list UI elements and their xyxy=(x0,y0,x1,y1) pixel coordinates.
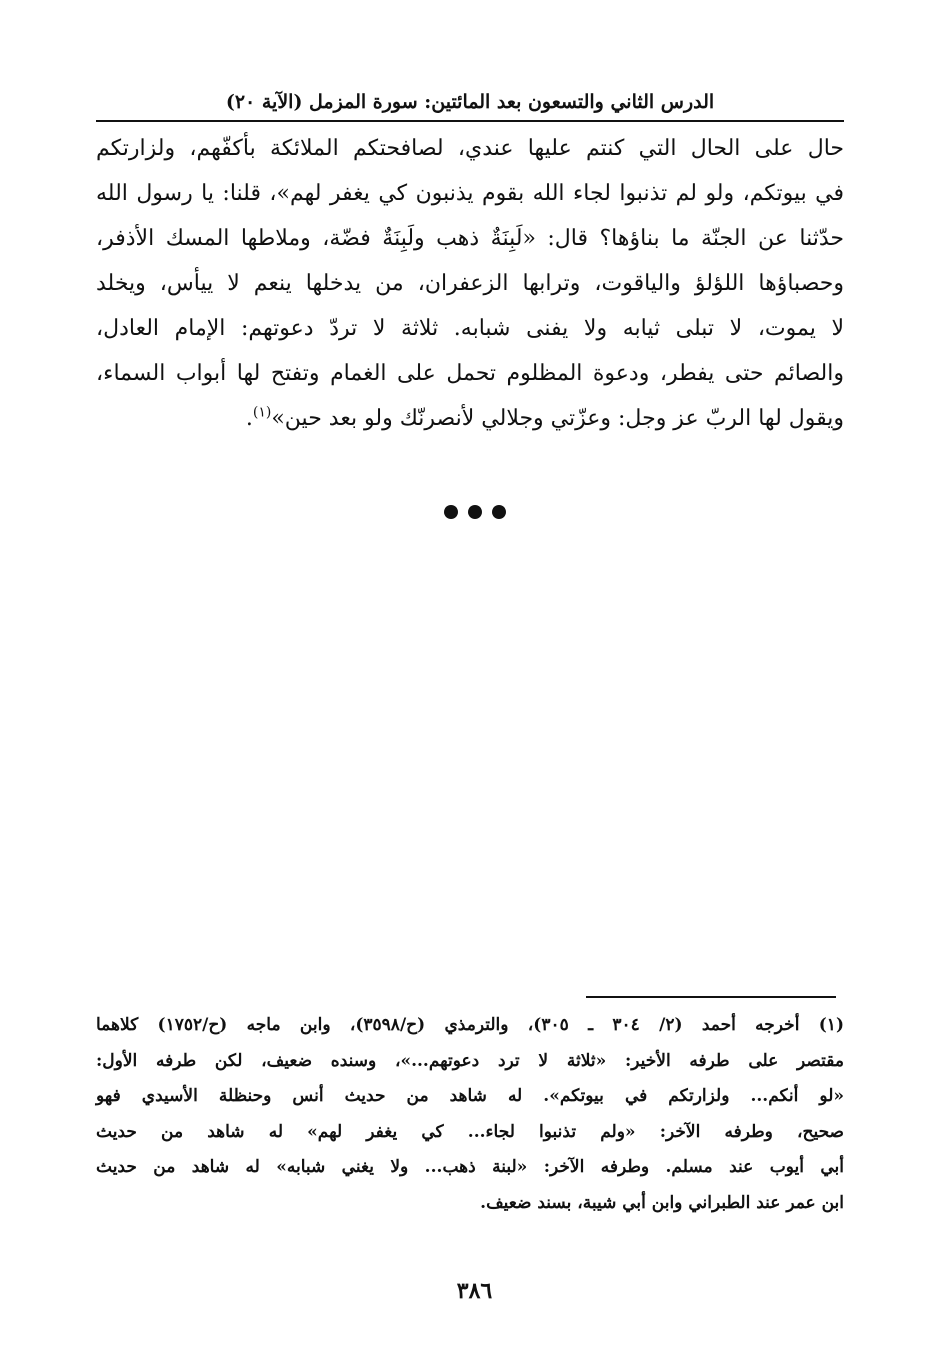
footnote-line-last: ابن عمر عند الطبراني وابن أبي شيبة، بسند ضعيف. xyxy=(480,1192,844,1213)
running-header: الدرس الثاني والتسعون بعد المائتين: سورة المزمل (الآية ٢٠) xyxy=(225,91,715,113)
footnote-line: صحيح، وطرفه الآخر: «ولم تذنبوا لجاء... كي يغفر لهم» له شاهد من حديث xyxy=(96,1121,844,1142)
text-line-last xyxy=(96,396,844,441)
text-line: في بيوتكم، ولو لم تذنبوا لجاء الله بقوم يذنبون كي يغفر لهم»، قلنا: يا رسول الله xyxy=(96,181,844,206)
ornament-dot-icon xyxy=(468,505,482,519)
section-divider-ornament xyxy=(0,505,949,519)
footnote-rule xyxy=(586,996,836,998)
text-line: وحصباؤها اللؤلؤ والياقوت، وترابها الزعفران، من يدخلها ينعم لا ييأس، ويخلد xyxy=(96,271,844,296)
footnote-line: أبي أيوب عند مسلم. وطرفه الآخر: «لبنة ذهب... ولا يغني شبابه» له شاهد من حديث xyxy=(96,1157,844,1177)
text-line: حدّثنا عن الجنّة ما بناؤها؟ قال: «لَبِنَةٌ ذهب ولَبِنَةٌ فضّة، وملاطها المسك الأذفر، xyxy=(96,226,844,251)
main-text xyxy=(96,126,844,441)
text-line: حال على الحال التي كنتم عليها عندي، لصافحتكم الملائكة بأكفّهم، ولزارتكم xyxy=(96,136,844,161)
page-number: ٣٨٦ xyxy=(456,1278,493,1304)
footnote-line: مقتصر على طرفه الأخير: «ثلاثة لا ترد دعوتهم...»، وسنده ضعيف، لكن طرفه الأول: xyxy=(96,1050,844,1071)
footnote-line: «لو أنكم... ولزارتكم في بيوتكم». له شاهد من حديث أنس وحنظلة الأسيدي فهو xyxy=(96,1086,844,1106)
ornament-dot-icon xyxy=(444,505,458,519)
ornament-dot-icon xyxy=(492,505,506,519)
footnote-line: (١) أخرجه أحمد (٢/ ٣٠٤ ـ ٣٠٥)، والترمذي (ح/٣٥٩٨)، وابن ماجه (ح/١٧٥٢) كلاهما xyxy=(96,1015,844,1035)
header-rule xyxy=(96,120,844,122)
footnotes xyxy=(96,1008,844,1221)
footnote-reference: (١) xyxy=(252,404,272,421)
text-line: لا يموت، لا تبلى ثيابه ولا يفنى شبابه. ثلاثة لا تردّ دعوتهم: الإمام العادل، xyxy=(96,316,844,341)
last-line-text: ويقول لها الربّ عز وجل: وعزّتي وجلالي لأنصرنّك ولو بعد حين» xyxy=(271,406,844,431)
text-line: والصائم حتى يفطر، ودعوة المظلوم تحمل على الغمام وتفتح لها أبواب السماء، xyxy=(96,361,844,386)
last-line-end: . xyxy=(245,406,253,431)
